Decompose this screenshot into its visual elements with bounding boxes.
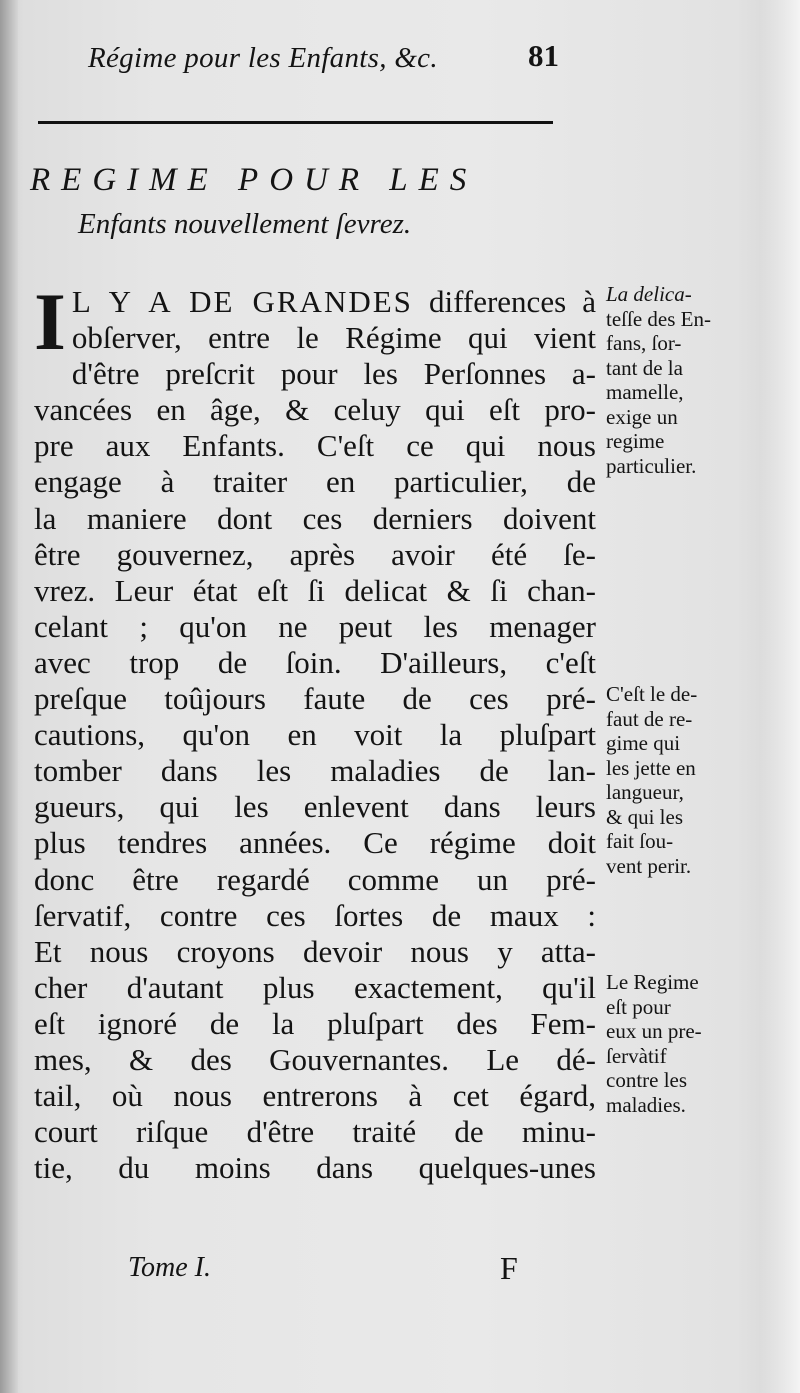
margin-note-line: fait ſou- (606, 829, 674, 853)
margin-note-line: langueur, (606, 780, 684, 804)
margin-note-line: eſt pour (606, 994, 671, 1019)
margin-note-line: teſſe des En- (606, 306, 711, 331)
body-text (34, 276, 596, 1186)
margin-note-line: gime qui (606, 731, 681, 755)
body-line: obſerver, entre le Régime qui vient (71, 320, 596, 356)
body-line: gueurs, qui les enlevent dans leurs (34, 789, 596, 825)
body-line: cher d'autant plus exactement, qu'il (34, 969, 596, 1005)
body-line: tie, du moins dans quelques-unes (34, 1150, 596, 1186)
body-line: tomber dans les maladies de lan- (34, 753, 596, 789)
body-line: cautions, qu'on en voit la pluſpart (34, 717, 596, 753)
chapter-title: REGIME POUR LES (30, 162, 478, 198)
margin-note-line: mamelle, (606, 380, 684, 404)
running-head: Régime pour les Enfants, &c. (88, 42, 438, 74)
margin-note-line: Le Regime (606, 970, 699, 994)
margin-note-delicacy (606, 282, 756, 478)
body-line: court riſque d'être traité de minu- (34, 1114, 596, 1150)
margin-note-line: fans, ſor- (606, 331, 682, 355)
margin-note-line: eux un pre- (606, 1019, 702, 1043)
margin-note-line: La delica- (606, 282, 692, 306)
body-line: d'être preſcrit pour les Perſonnes a- (71, 356, 596, 392)
margin-note-line: C'eſt le de- (606, 682, 698, 706)
body-line: engage à traiter en particulier, de (34, 464, 596, 500)
body-line: pre aux Enfants. C'eſt ce qui nous (34, 428, 596, 464)
body-line: plus tendres années. Ce régime doit (34, 825, 596, 861)
margin-note-line: les jette en (606, 755, 696, 780)
body-line: vrez. Leur état eſt ſi delicat & ſi chan- (34, 572, 596, 608)
body-line: être gouvernez, après avoir été ſe- (34, 536, 596, 572)
body-line: mes, & des Gouvernantes. Le dé- (34, 1041, 596, 1077)
volume-label: Tome I. (128, 1252, 211, 1283)
signature-mark: F (500, 1250, 518, 1286)
margin-note-line: regime (606, 429, 665, 453)
header-rule (38, 121, 553, 124)
body-line-text: differences à (429, 284, 596, 319)
body-line: Et nous croyons devoir nous y atta- (34, 933, 596, 969)
body-line: la maniere dont ces derniers doivent (34, 500, 596, 536)
drop-cap: I (34, 276, 66, 367)
margin-note-line: particulier. (606, 453, 697, 478)
body-line: tail, où nous entrerons à cet égard, (34, 1078, 596, 1114)
body-line: avec trop de ſoin. D'ailleurs, c'eſt (34, 644, 596, 680)
margin-note-line: maladies. (606, 1092, 686, 1117)
chapter-subtitle: Enfants nouvellement ſevrez. (78, 208, 412, 240)
body-line: vancées en âge, & celuy qui eſt pro- (34, 392, 596, 428)
body-line-1 (34, 284, 596, 320)
body-line: eſt ignoré de la pluſpart des Fem- (34, 1005, 596, 1041)
margin-note-line: & qui les (606, 804, 683, 829)
body-line: ſervatif, contre ces ſortes de maux : (34, 897, 596, 933)
page-number: 81 (528, 38, 559, 73)
margin-note-line: tant de la (606, 355, 683, 380)
margin-note-line: exige un (606, 404, 678, 429)
body-line: preſque toûjours faute de ces pré- (34, 681, 596, 717)
margin-note-line: ſervàtif (606, 1043, 667, 1068)
body-line: celant ; qu'on ne peut les menager (34, 608, 596, 644)
margin-note-preservative (606, 970, 756, 1117)
margin-note-lack-of-regime (606, 682, 756, 878)
body-line: donc être regardé comme un pré- (34, 861, 596, 897)
margin-note-line: vent perir. (606, 853, 692, 878)
opening-small-caps: L Y A DE GRANDES (71, 284, 413, 319)
margin-note-line: faut de re- (606, 706, 693, 731)
margin-note-line: contre les (606, 1068, 688, 1092)
